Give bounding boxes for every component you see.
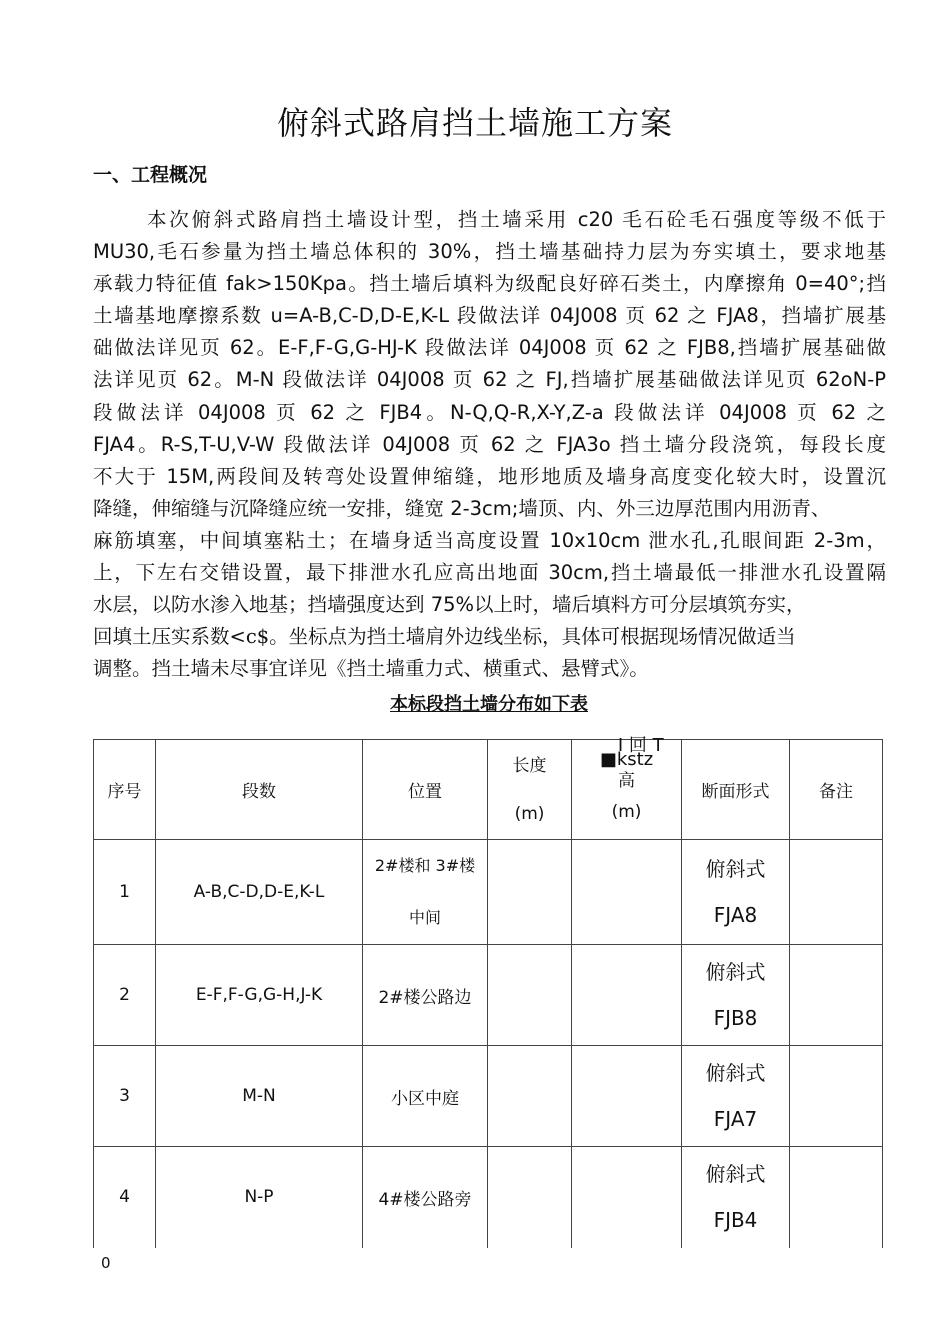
paragraph-line: 降缝，伸缩缝与沉降缝应统一安排，缝宽 2-3cm;墙顶、内、外三边厚范围内用沥青、 <box>93 496 831 520</box>
header-section-form: 断面形式 <box>682 740 790 840</box>
cell-remark <box>790 1147 883 1248</box>
paragraph-line: 麻筋填塞，中间填塞粘土；在墙身适当高度设置 10x10cm 泄水孔,孔眼间距 2-3m， <box>93 528 886 552</box>
cell-height <box>572 840 682 945</box>
cell-seq: 4 <box>94 1147 156 1248</box>
paragraph-line: 法详见页 62。M-N 段做法详 04J008 页 62 之 FJ,挡墙扩展基础做法详见页 62oN-P <box>93 368 886 392</box>
paragraph-line: 段做法详 04J008 页 62 之 FJB4。N-Q,Q-R,X-Y,Z-a 段做法详 04J008 页 62 之 <box>93 400 886 424</box>
paragraph-line: 水层，以防水渗入地基；挡墙强度达到 75%以上时，墙后填料方可分层填筑夯实， <box>93 593 806 617</box>
header-height-unit: (m) <box>611 802 642 822</box>
table-row <box>94 1147 883 1248</box>
header-length <box>488 740 572 840</box>
paragraph-line: 上，下左右交错设置，最下排泄水孔应高出地面 30cm,挡土墙最低一排泄水孔设置隔 <box>93 561 886 585</box>
header-segment: 段数 <box>156 740 363 840</box>
table-row <box>94 945 883 1046</box>
cell-segment: E-F,F-G,G-H,J-K <box>156 945 363 1046</box>
cell-form-line2: FJA8 <box>713 903 758 927</box>
cell-length <box>488 1147 572 1248</box>
cell-segment: N-P <box>156 1147 363 1248</box>
retaining-wall-table <box>93 735 883 1248</box>
cell-seq: 1 <box>94 840 156 945</box>
cell-seq: 2 <box>94 945 156 1046</box>
artifact-text-1: ■kstz <box>599 749 654 770</box>
cell-section-form <box>682 1147 790 1248</box>
cell-seq: 3 <box>94 1046 156 1147</box>
cell-form-line2: FJA7 <box>713 1107 758 1131</box>
cell-height <box>572 945 682 1046</box>
table-row <box>94 840 883 945</box>
cell-section-form <box>682 1046 790 1147</box>
paragraph-line: 不大于 15M,两段间及转弯处设置伸缩缝，地形地质及墙身高度变化较大时，设置沉 <box>93 464 886 488</box>
overview-paragraph <box>93 204 886 685</box>
artifact-text-2: I 回 T <box>617 735 664 756</box>
paragraph-line: 础做法详见页 62。E-F,F-G,G-HJ-K 段做法详 04J008 页 62 之 FJB8,挡墙扩展基础做 <box>93 336 886 360</box>
paragraph-line: 本次俯斜式路肩挡土墙设计型，挡土墙采用 c20 毛石砼毛石强度等级不低于 <box>147 208 886 231</box>
cell-section-form <box>682 945 790 1046</box>
header-length-label: 长度 <box>512 755 547 776</box>
paragraph-line: MU30,毛石参量为挡土墙总体积的 30%，挡土墙基础持力层为夯实填土，要求地基 <box>93 240 886 264</box>
header-location: 位置 <box>363 740 488 840</box>
cell-location: 4#楼公路旁 <box>363 1147 488 1248</box>
cell-form-line1: 俯斜式 <box>705 857 766 881</box>
table-row <box>94 1046 883 1147</box>
header-length-unit: (m) <box>514 803 545 824</box>
cell-form-line1: 俯斜式 <box>705 1061 766 1085</box>
cell-segment: A-B,C-D,D-E,K-L <box>156 840 363 945</box>
cell-location-line2: 中间 <box>408 908 441 927</box>
paragraph-line: FJA4。R-S,T-U,V-W 段做法详 04J008 页 62 之 FJA3o 挡土墙分段浇筑，每段长度 <box>93 432 886 456</box>
cell-location-line1: 2#楼和 3#楼 <box>374 856 476 875</box>
cell-segment: M-N <box>156 1046 363 1147</box>
section-heading: 一、工程概况 <box>93 164 208 186</box>
cell-location: 2#楼公路边 <box>363 945 488 1046</box>
cell-form-line1: 俯斜式 <box>705 1162 766 1187</box>
paragraph-line: 土墙基地摩擦系数 u=A-B,C-D,D-E,K-L 段做法详 04J008 页 62 之 FJA8，挡墙扩展基 <box>93 304 886 328</box>
cell-remark <box>790 945 883 1046</box>
cell-height <box>572 1147 682 1248</box>
cell-form-line2: FJB4 <box>713 1208 758 1233</box>
cell-remark <box>790 840 883 945</box>
cell-height <box>572 1046 682 1147</box>
cell-form-line1: 俯斜式 <box>705 960 766 984</box>
header-height-artifact <box>599 735 664 770</box>
cell-location <box>363 840 488 945</box>
cell-length <box>488 840 572 945</box>
cell-length <box>488 945 572 1046</box>
cell-length <box>488 1046 572 1147</box>
header-remark: 备注 <box>790 740 883 840</box>
header-height <box>572 735 682 840</box>
table-header-row <box>94 740 883 840</box>
cell-section-form <box>682 840 790 945</box>
cell-remark <box>790 1046 883 1147</box>
cell-form-line2: FJB8 <box>713 1006 758 1030</box>
paragraph-line: 回填土压实系数<c$。坐标点为挡土墙肩外边线坐标，具体可根据现场情况做适当 <box>93 625 796 649</box>
page-number: 0 <box>101 1254 111 1272</box>
document-title: 俯斜式路肩挡土墙施工方案 <box>276 104 673 142</box>
table-caption: 本标段挡土墙分布如下表 <box>390 694 588 715</box>
cell-location: 小区中庭 <box>363 1046 488 1147</box>
paragraph-line: 调整。挡土墙未尽事宜详见《挡土墙重力式、横重式、悬臂式》。 <box>93 657 649 681</box>
header-height-label: 高 <box>618 771 635 791</box>
paragraph-line: 承载力特征值 fak>150Kpa。挡土墙后填料为级配良好碎石类土，内摩擦角 0=40°;挡 <box>93 272 886 296</box>
header-seq: 序号 <box>94 740 156 840</box>
